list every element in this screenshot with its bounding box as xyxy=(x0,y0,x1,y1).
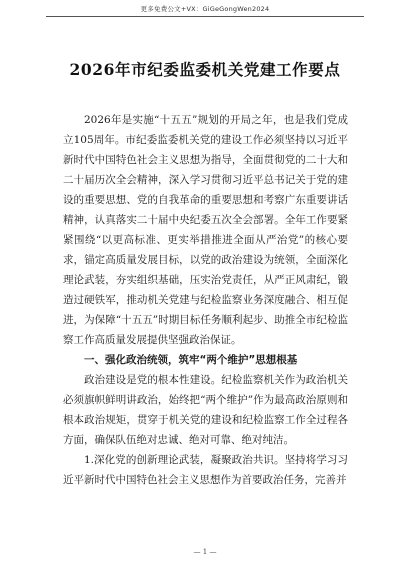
document-title: 2026年市纪委监委机关党建工作要点 xyxy=(69,60,341,79)
section-heading-1: 一、强化政治统领，筑牢“两个维护”思想根基 xyxy=(84,354,298,366)
item-1-paragraph: 1.深化党的创新理论武装，凝聚政治共识。坚持将学习习近平新时代中国特色社会主义思想作为首要政治任务，完善并 xyxy=(63,454,348,486)
document-body xyxy=(63,110,348,490)
section-1-paragraph: 政治建设是党的根本性建设。纪检监察机关作为政治机关必须旗帜鲜明讲政治，始终把“两个维护”作为最高政治原则和根本政治规矩，贯穿于机关党的建设和纪检监察工作全过程各方面，确保队伍绝对忠诚、绝对可靠、绝对纯洁。 xyxy=(63,374,348,446)
intro-paragraph: 2026年是实施“十五五”规划的开局之年，也是我们党成立105周年。市纪委监委机关党的建设工作必须坚持以习近平新时代中国特色社会主义思想为指导，全面贯彻党的二十大和二十届历次全会精神，深入学习贯彻习近平总书记关于党的建设的重要思想、党的自我革命的重要思想和考察广东重要讲话精神，认真落实二十届中央纪委五次全会部署。全年工作要紧紧围绕“以更高标准、更实举措推进全面从严治党”的核心要求，锚定高质量发展目标，以党的政治建设为统领，全面深化理论武装，夯实组织基础，压实治党责任，从严正风肃纪，锻造过硬铁军，推动机关党建与纪检监察业务深度融合、相互促进，为保障“十五五”时期目标任务顺利起步、助推全市纪检监察工作高质量发展提供坚强政治保证。 xyxy=(63,114,348,346)
page-number: — 1 — xyxy=(193,548,217,556)
header-note: 更多免费公文+VX：GiGeGongWen2024 xyxy=(140,5,270,13)
header-divider xyxy=(46,16,364,17)
